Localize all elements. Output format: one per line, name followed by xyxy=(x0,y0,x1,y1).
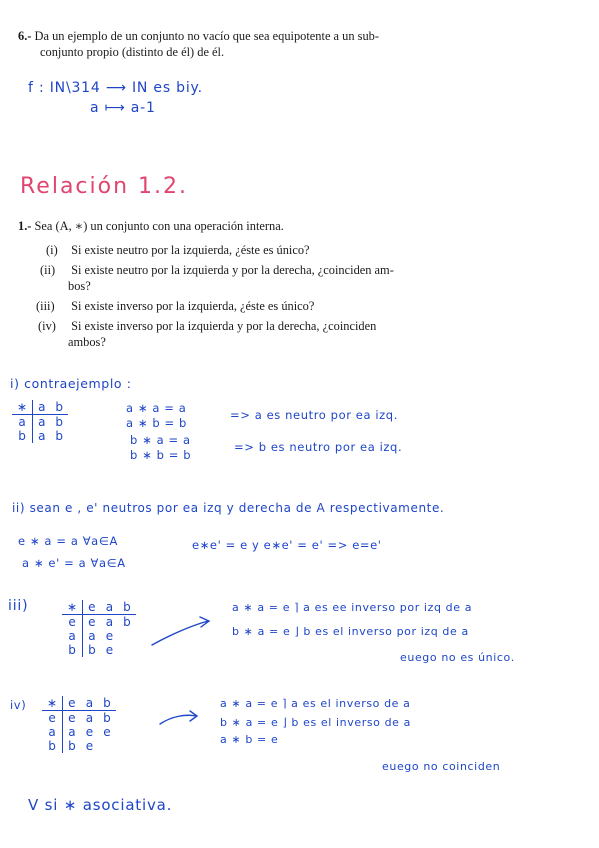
item-iv-continued: ambos? xyxy=(68,335,106,349)
table-row: a a e e xyxy=(42,725,116,739)
item-text: Si existe inverso por la izquierda y por la derecha, ¿coinciden xyxy=(71,319,377,333)
handwritten-mapping: a ⟼ a-1 xyxy=(90,100,156,116)
table-row: a a b xyxy=(12,415,68,430)
table-row: b b e xyxy=(62,643,136,657)
handwritten-function: f : IN\314 ⟶ IN es biy. xyxy=(28,80,203,96)
table-row: e e a b xyxy=(62,615,136,630)
item-label: (iii) xyxy=(36,299,55,313)
equation: b ∗ a = a xyxy=(130,433,191,447)
part-ii-line1: e ∗ a = a ∀a∈A xyxy=(18,534,118,548)
footer-note: V si ∗ asociativa. xyxy=(28,796,173,814)
item-label: (i) xyxy=(46,243,58,257)
table-row: b a b xyxy=(12,429,68,443)
equation: a ∗ b = b xyxy=(126,416,187,430)
table-row: b b e xyxy=(42,739,116,753)
table-row: ∗ e a b xyxy=(42,696,116,711)
table-row: ∗ a b xyxy=(12,400,68,415)
exercise-number: 6.- xyxy=(18,29,32,43)
exercise-number: 1.- xyxy=(18,219,32,233)
exercise-intro: Sea (A, ∗) un conjunto con una operación interna. xyxy=(34,219,284,233)
part-i-heading: i) contraejemplo : xyxy=(10,376,132,391)
exercise-text-continued: conjunto propio (distinto de él) de él. xyxy=(40,45,225,59)
part-iii-label: iii) xyxy=(8,598,29,614)
part-iii-note1: a ∗ a = e ⌉ a es ee inverso por izq de a xyxy=(232,601,473,614)
item-text: Si existe neutro por la izquierda, ¿éste es único? xyxy=(71,243,310,257)
item-label: (iv) xyxy=(38,319,56,333)
part-iii-note2: b ∗ a = e ⌋ b es el inverso por izq de a xyxy=(232,625,469,638)
part-iv-note3: a ∗ b = e xyxy=(220,733,279,746)
item-ii-continued: bos? xyxy=(68,279,91,293)
table-row: e e a b xyxy=(42,711,116,726)
equation: a ∗ a = a xyxy=(126,401,187,415)
table-row: ∗ e a b xyxy=(62,600,136,615)
arrow-icon xyxy=(152,617,209,645)
part-iv-note4: euego no coinciden xyxy=(382,760,501,773)
equation: b ∗ b = b xyxy=(130,448,192,462)
part-iii-note3: euego no es único. xyxy=(400,651,515,664)
relacion-heading: Relación 1.2. xyxy=(20,174,189,199)
part-iv-note2: b ∗ a = e ⌋ b es el inverso de a xyxy=(220,716,411,729)
neutral-note-a: => a es neutro por ea izq. xyxy=(230,408,398,422)
item-text: Si existe neutro por la izquierda y por la derecha, ¿coinciden am- xyxy=(71,263,394,277)
part-iv-note1: a ∗ a = e ⌉ a es el inverso de a xyxy=(220,697,411,710)
neutral-note-b: => b es neutro por ea izq. xyxy=(234,440,403,454)
item-label: (ii) xyxy=(40,263,56,277)
arrow-icon xyxy=(160,711,197,724)
part-ii-heading: ii) sean e , e' neutros por ea izq y derecha de A respectivamente. xyxy=(12,501,445,515)
table-row: a a e xyxy=(62,629,136,643)
part-iv-label: iv) xyxy=(10,698,27,712)
part-ii-line2: a ∗ e' = a ∀a∈A xyxy=(22,556,126,570)
exercise-text: Da un ejemplo de un conjunto no vacío que sea equipotente a un sub- xyxy=(34,29,379,43)
part-ii-conclusion: e∗e' = e y e∗e' = e' => e=e' xyxy=(192,538,382,552)
item-text: Si existe inverso por la izquierda, ¿éste es único? xyxy=(71,299,315,313)
